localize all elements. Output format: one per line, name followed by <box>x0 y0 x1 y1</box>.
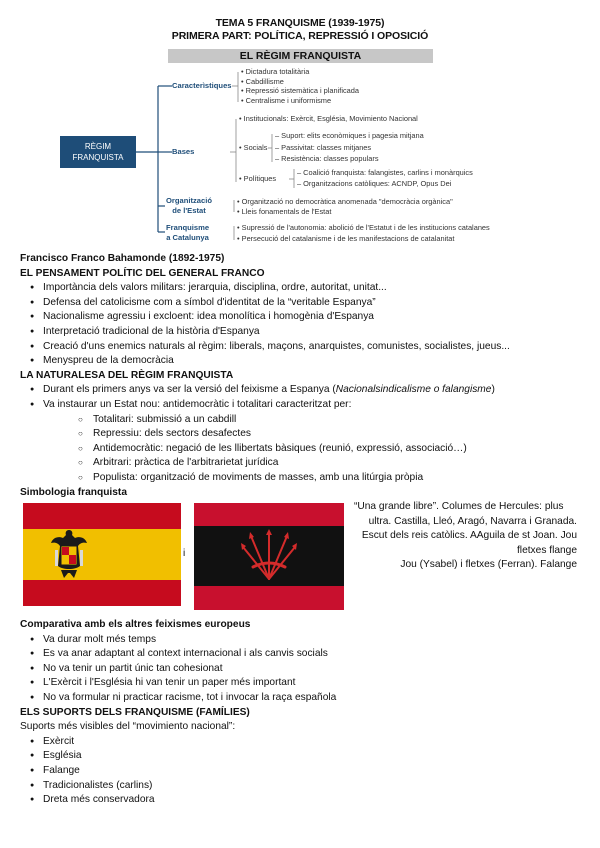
list-item: ● No va formular ni practicar racisme, tot i invocar la raça española <box>20 691 590 706</box>
symbols-description-line: Jou (Ysabel) i fletxes (Ferran). Falange <box>400 559 577 571</box>
catalunya-label-line-2: a Catalunya <box>166 232 209 242</box>
branch-organitzacio-label <box>166 196 212 215</box>
list-item: ● Exèrcit <box>20 735 590 750</box>
caracteristiques-item: • Cabdillisme <box>241 76 284 86</box>
comparativa-section <box>20 618 590 808</box>
caracteristiques-item: • Centralisme i uniformisme <box>241 95 332 105</box>
list-item: ● Va durar molt més temps <box>20 633 590 648</box>
list-item: ● L'Exèrcit i l'Església hi van tenir un paper més important <box>20 676 590 691</box>
list-item: ● Nacionalisme agressiu i excloent: idea monolítica i homogènia d'Espanya <box>20 310 590 325</box>
branch-caracteristiques-label: Caracterìstiques <box>172 81 232 90</box>
socials-item: – Resistència: classes populars <box>275 154 379 163</box>
organitzacio-item: • Lleis fonamentals de l'Estat <box>237 207 332 216</box>
branch-catalunya-label <box>166 223 209 242</box>
list-item: ● Importància dels valors militars: jerarquia, disciplina, ordre, autoritat, unitat... <box>20 281 590 296</box>
suports-intro: Suports més visibles del “movimiento nacional”: <box>20 721 236 733</box>
franco-name: Francisco Franco Bahamonde (1892-1975) <box>20 253 225 264</box>
document-title <box>0 17 600 43</box>
spanish-francoist-flag <box>23 503 181 606</box>
naturalesa-heading: LA NATURALESA DEL RÈGIM FRANQUISTA <box>20 369 234 381</box>
organitzacio-label-line-1: Organització <box>166 196 212 205</box>
flag-red-band-bottom <box>23 580 181 606</box>
symbols-description-line: “Una grande libre”. Columes de Hercules: plus <box>354 501 564 512</box>
symbols-block <box>20 500 590 610</box>
list-item: ● Dreta més conservadora <box>20 793 590 808</box>
caracteristiques-item: • Dictadura totalitària <box>241 67 310 76</box>
list-item: ● Tradicionalistes (carlins) <box>20 779 590 794</box>
naturalesa-subitem: ○ Repressiu: dels sectors desafectes <box>20 427 590 442</box>
franco-section <box>20 252 590 500</box>
naturalesa-subitem: ○ Antidemocràtic: negació de les llibertats bàsiques (reunió, expressió, associació…) <box>20 442 590 457</box>
naturalesa-subitem: ○ Populista: organització de moviments de masses, amb una litúrgia pròpia <box>20 471 590 486</box>
symbols-description <box>350 500 577 573</box>
concept-map-root <box>60 136 136 168</box>
pensament-heading: EL PENSAMENT POLÍTIC DEL GENERAL FRANCO <box>20 267 265 279</box>
suports-heading: ELS SUPORTS DELS FRANQUISME (FAMÍLIES) <box>20 706 250 718</box>
list-item: ● Interpretació tradicional de la història d'Espanya <box>20 325 590 340</box>
list-item: ● Creació d'uns enemics naturals al règim: liberals, maçons, anarquistes, comunistes, socialistes, jueus... <box>20 340 590 355</box>
symbols-description-line: ultra. Castilla, Lleó, Aragó, Navarra i Granada. <box>368 515 577 527</box>
bases-socials-label: • Socials <box>239 143 268 152</box>
flag-red-band-top <box>23 503 181 529</box>
catalunya-item: • Supressió de l'autonomia: abolició de l'Estatut i de les institucions catalanes <box>237 223 490 232</box>
root-line-2: FRANQUISTA <box>72 153 124 162</box>
politiques-item: – Coalició franquista: falangistes, carlins i monàrquics <box>297 168 473 177</box>
bases-institucionals: • Institucionals: Exèrcit, Església, Movimiento Nacional <box>239 114 418 123</box>
naturalesa-item <box>20 383 590 398</box>
symbols-separator: i <box>183 548 186 559</box>
naturalesa-item-prefix: Durant els primers anys va ser la versió del feixisme a Espanya ( <box>43 384 336 396</box>
simbologia-heading: Simbologia franquista <box>20 486 127 498</box>
socials-item: – Suport: elits econòmiques i pagesia mitjana <box>275 131 424 140</box>
naturalesa-item-suffix: ) <box>491 384 495 396</box>
symbols-description-line: Escut dels reis catòlics. AAguila de st Joan. Jou <box>361 530 577 542</box>
list-item: ● Defensa del catolicisme com a símbol d'identitat de la “veritable Espanya” <box>20 296 590 311</box>
root-line-1: RÈGIM <box>84 142 112 151</box>
naturalesa-subitem: ○ Totalitari: submissió a un cabdill <box>20 413 590 428</box>
list-item: ● Menyspreu de la democràcia <box>20 354 590 369</box>
naturalesa-item-italic: Nacionalsindicalisme o falangisme <box>335 384 492 396</box>
yoke-and-arrows-icon <box>239 527 299 583</box>
naturalesa-item: ● Va instaurar un Estat nou: antidemocràtic i totalitari caracteritzat per: <box>20 398 590 413</box>
eagle-of-saint-john-icon <box>49 526 89 582</box>
list-item: ● Es va anar adaptant al context internacional i als canvis socials <box>20 647 590 662</box>
list-item: ● Falange <box>20 764 590 779</box>
bases-politiques-label: • Polítiques <box>239 174 277 183</box>
flag-yellow-band <box>23 529 181 580</box>
title-line-2: PRIMERA PART: POLÍTICA, REPRESSIÓ I OPOSICIÓ <box>171 30 429 42</box>
branch-bases-label: Bases <box>172 147 195 156</box>
organitzacio-item: • Organització no democràtica anomenada "democràcia orgànica" <box>237 197 453 206</box>
falange-flag <box>194 503 344 610</box>
section-bar: EL RÈGIM FRANQUISTA <box>168 49 433 63</box>
socials-item: – Passivitat: classes mitjanes <box>275 143 372 152</box>
organitzacio-label-line-2: de l'Estat <box>172 205 206 215</box>
catalunya-item: • Persecució del catalanisme i de les manifestacions de catalanitat <box>237 234 455 243</box>
list-item: ● Església <box>20 749 590 764</box>
caracteristiques-item: • Repressió sistemàtica i planificada <box>241 86 360 95</box>
title-line-1: TEMA 5 FRANQUISME (1939-1975) <box>215 17 385 29</box>
concept-map <box>0 64 600 254</box>
list-item: ● No va tenir un partit únic tan cohesionat <box>20 662 590 677</box>
politiques-item: – Organitzacions catòliques: ACNDP, Opus Dei <box>297 179 452 188</box>
catalunya-label-line-1: Franquisme <box>166 223 210 232</box>
symbols-description-line: fletxes flange <box>516 544 577 556</box>
comparativa-heading: Comparativa amb els altres feixismes europeus <box>20 619 251 630</box>
naturalesa-subitem: ○ Arbitrari: pràctica de l'arbitrarietat jurídica <box>20 456 590 471</box>
